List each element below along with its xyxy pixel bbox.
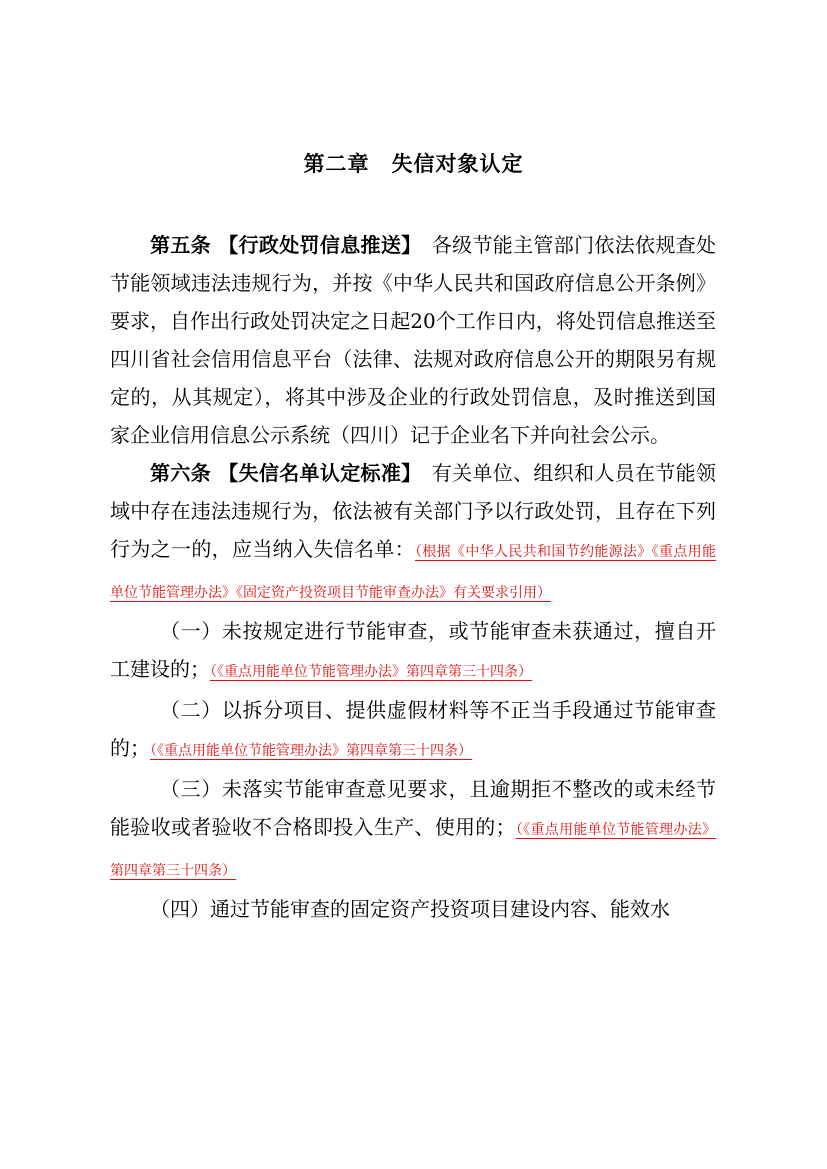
article-6-citation-note: （根据《中华人民共和国节约能源法》《重点用能单位节能管理办法》《固定资产投资项目节能审查办法》有关要求引用） [110,544,716,601]
article-6-text: 有关单位、组织和人员在节能领域中存在违法违规行为，依法被有关部门予以行政处罚，且存在下列行为之一的，应当纳入失信名单： [110,461,717,561]
article-6-paragraph [110,454,716,612]
article-6-heading: 第六条 【失信名单认定标准】 [150,461,412,485]
item-3-citation-note: （《重点用能单位节能管理办法》第四章第三十四条） [110,822,717,879]
item-4 [110,890,716,928]
item-2-text: （二）以拆分项目、提供虚假材料等不正当手段通过节能审查的； [110,698,716,760]
chapter-title: 第二章 失信对象认定 [303,152,524,176]
item-1 [110,612,716,691]
item-1-text: （一）未按规定进行节能审查，或节能审查未获通过，擅自开工建设的； [110,619,716,681]
item-4-text: （四）通过节能审查的固定资产投资项目建设内容、能效水 [150,897,670,921]
item-3-text: （三）未落实节能审查意见要求，且逾期拒不整改的或未经节能验收或者验收不合格即投入生产、使用的； [110,777,716,839]
document-body [110,226,716,928]
item-3 [110,770,716,890]
item-1-citation-note: （《重点用能单位节能管理办法》第四章第三十四条） [210,664,532,680]
article-5-paragraph [110,226,716,454]
article-5-text: 各级节能主管部门依法依规查处节能领域违法违规行为，并按《中华人民共和国政府信息公开条例》要求，自作出行政处罚决定之日起20个工作日内，将处罚信息推送至四川省社会信用信息平台（法律、法规对政府信息公开的期限另有规定的，从其规定），将其中涉及企业的行政处罚信息，及时推送到国家企业信用信息公示系统（四川）记于企业名下并向社会公示。 [110,233,717,447]
item-2-citation-note: （《重点用能单位节能管理办法》第四章第三十四条） [150,743,472,759]
article-5-heading: 第五条 【行政处罚信息推送】 [150,233,412,257]
item-2 [110,691,716,770]
